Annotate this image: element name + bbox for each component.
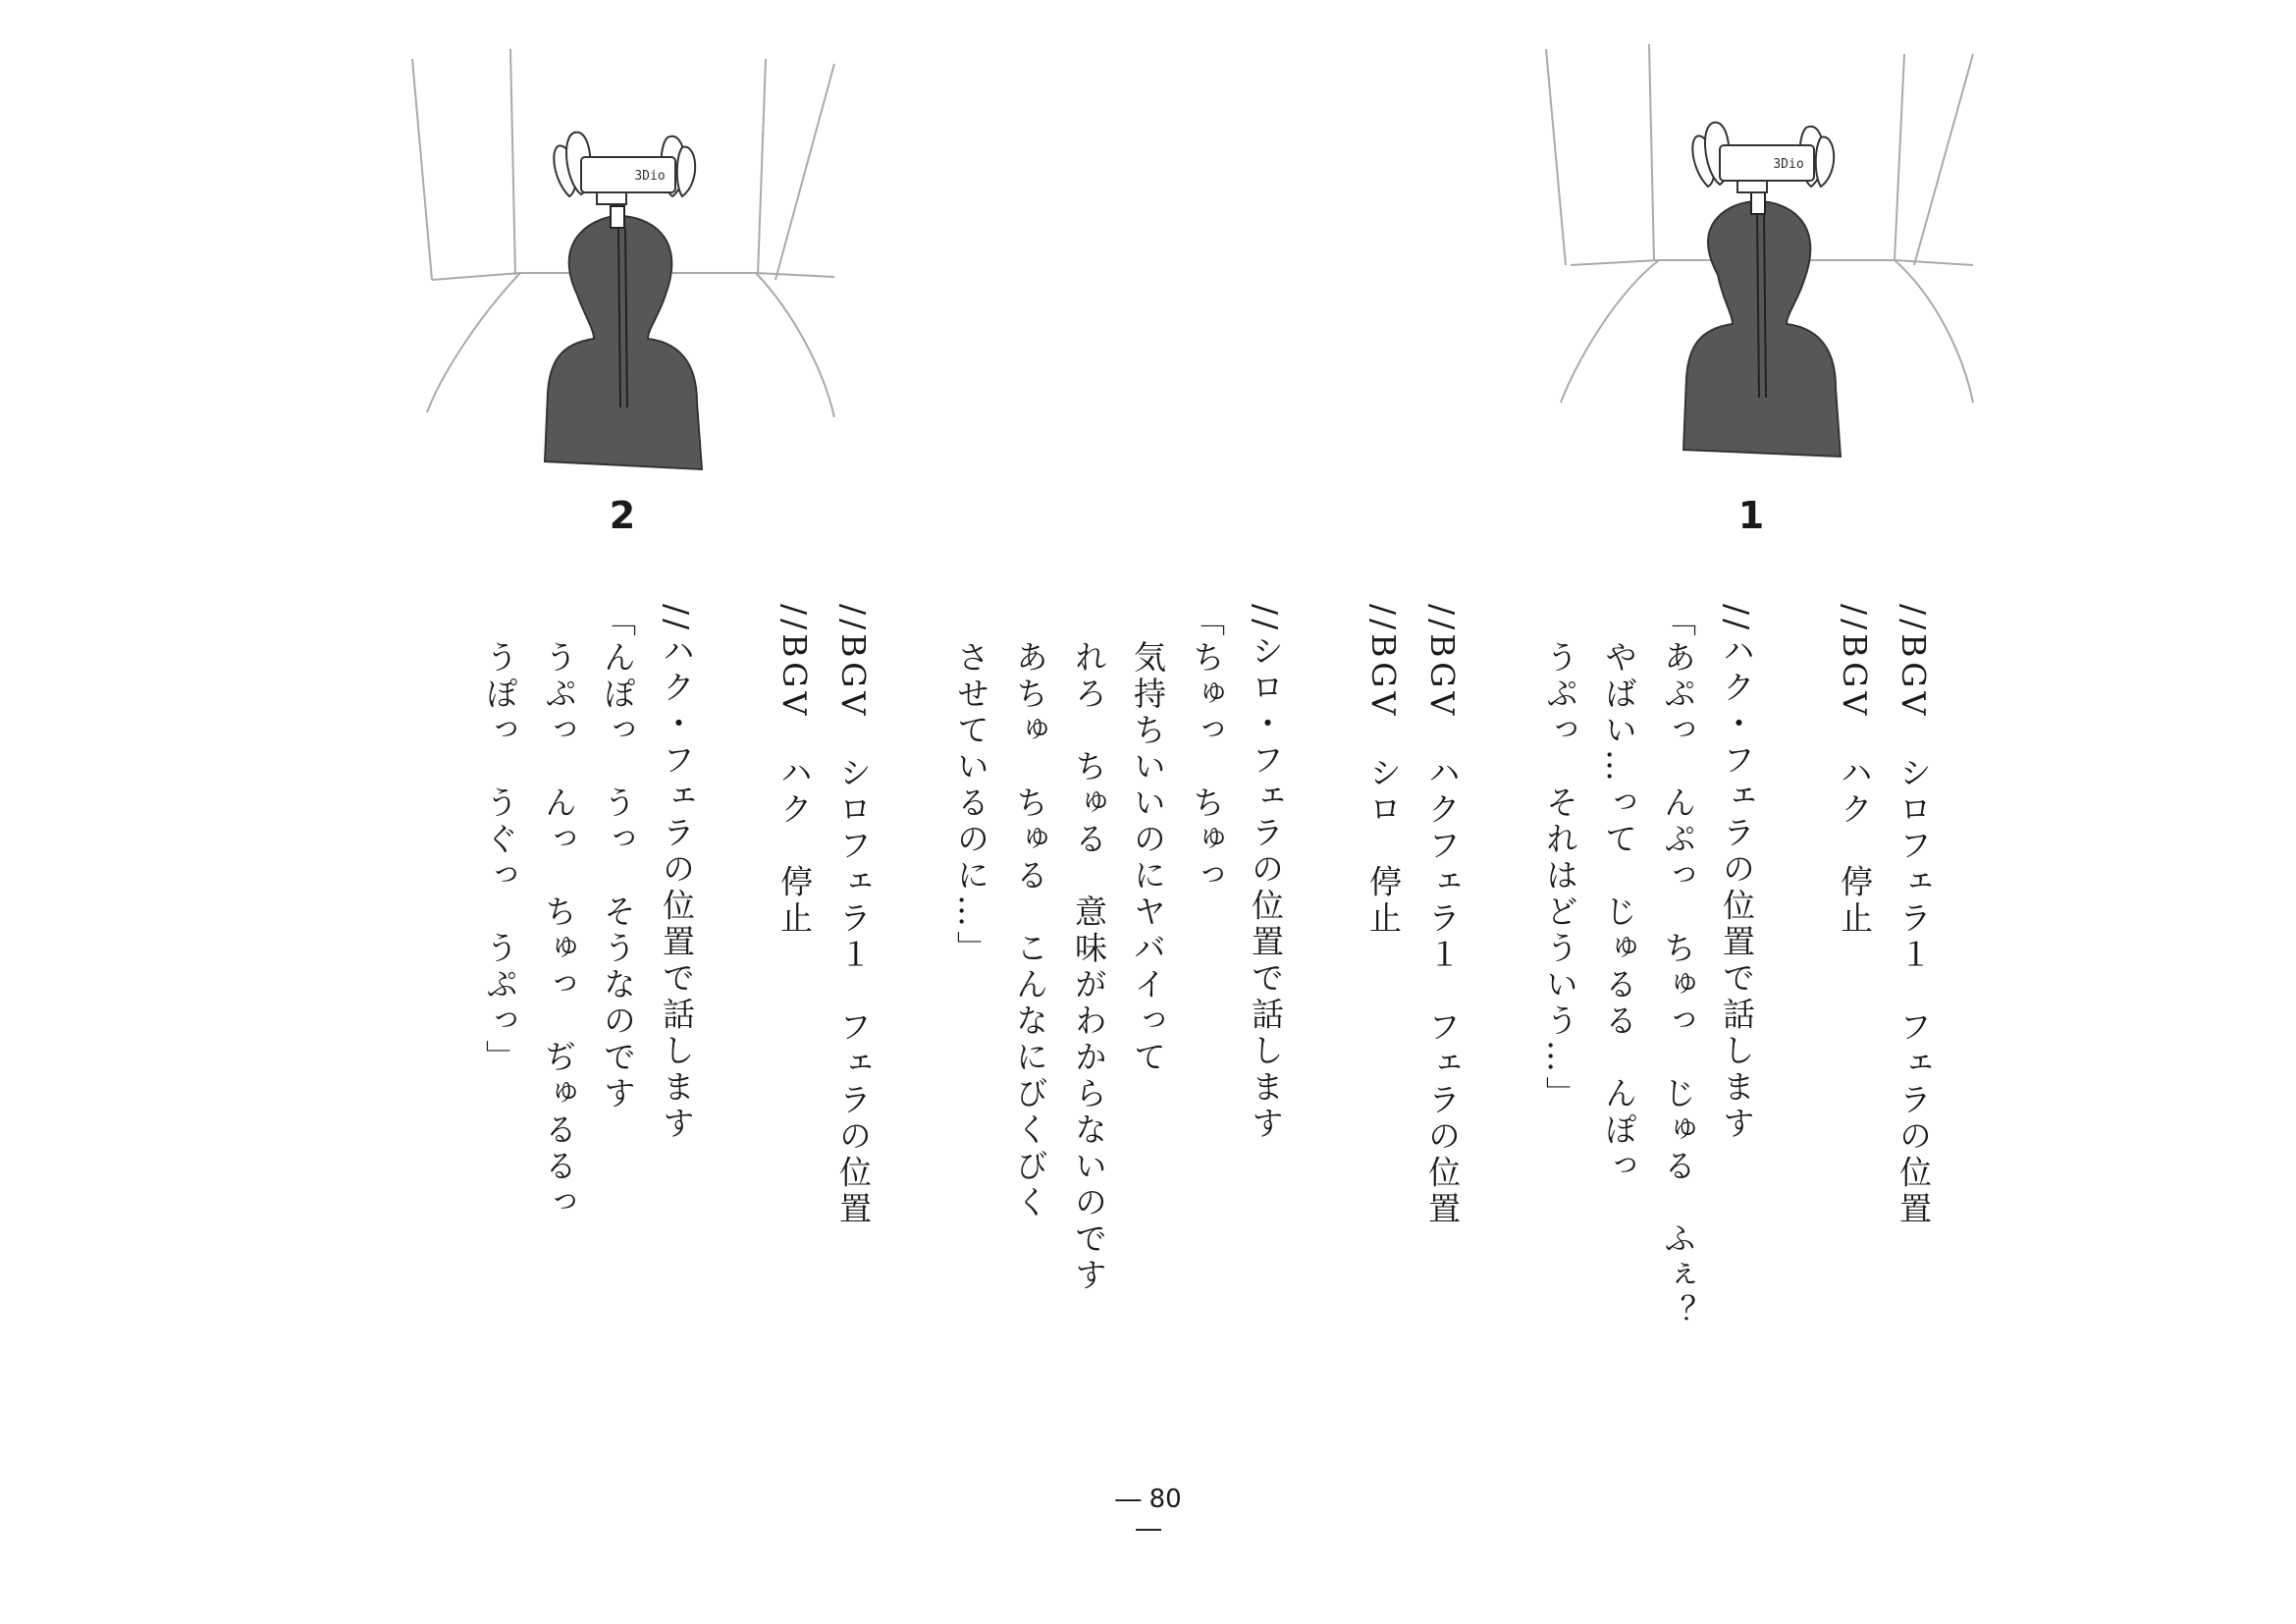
script-gap (882, 604, 941, 1330)
mic-label: 3Dio (634, 169, 666, 184)
binaural-mic-diagram-1 (1541, 0, 2052, 511)
script-line: うぷっ んっ ちゅっ ぢゅるるっ (540, 604, 578, 1221)
binaural-mic-icon (554, 133, 695, 204)
script-gap (706, 604, 765, 1330)
diagram-1 (1541, 0, 2052, 511)
script-line: //BGV ハク 停止 (1836, 604, 1874, 938)
script-body (470, 604, 1943, 1330)
binaural-mic-icon (1692, 123, 1834, 192)
script-line: うぽっ うぐっ うぷっ」 (481, 604, 519, 1076)
script-line: あちゅ ちゅる こんなにびくびく (1011, 604, 1049, 1221)
script-line: 「ちゅっ ちゅっ (1188, 604, 1226, 894)
script-gap (1471, 604, 1530, 1330)
script-line: れろ ちゅる 意味がわからないのです (1070, 604, 1108, 1294)
script-line: //シロ・フェラの位置で話します (1247, 604, 1285, 1143)
script-gap (1295, 604, 1354, 1330)
script-line: //ハク・フェラの位置で話します (658, 604, 696, 1143)
script-line: うぷっ それはどういう…」 (1541, 604, 1579, 1112)
script-line: //BGV ハクフェラ１ フェラの位置 (1423, 604, 1462, 1228)
script-gap (1766, 604, 1825, 1330)
script-line: //BGV シロフェラ１ フェラの位置 (1895, 604, 1933, 1228)
script-line: 気持ちいいのにヤバイって (1129, 604, 1167, 1076)
script-line: やばい…って じゅるる んぽっ (1600, 604, 1638, 1185)
diagram-2-number: 2 (609, 494, 636, 537)
binaural-mic-diagram-2 (402, 0, 913, 511)
script-line: //BGV シロフェラ１ フェラの位置 (834, 604, 873, 1228)
script-line: //BGV シロ 停止 (1364, 604, 1403, 938)
script-line: //ハク・フェラの位置で話します (1718, 604, 1756, 1143)
listener-silhouette (1683, 201, 1841, 457)
script-line: //BGV ハク 停止 (775, 604, 814, 938)
script-line: 「あぷっ んぷっ ちゅっ じゅる ふぇ？ (1659, 604, 1697, 1330)
diagram-1-number: 1 (1737, 494, 1765, 537)
script-line: させているのに…」 (952, 604, 990, 967)
diagram-2 (402, 0, 913, 511)
mic-label: 3Dio (1773, 157, 1804, 172)
script-line: 「んぽっ うっ そうなのです (599, 604, 637, 1112)
listener-silhouette (545, 216, 702, 469)
page-number: ― 80 ― (1115, 1485, 1182, 1543)
